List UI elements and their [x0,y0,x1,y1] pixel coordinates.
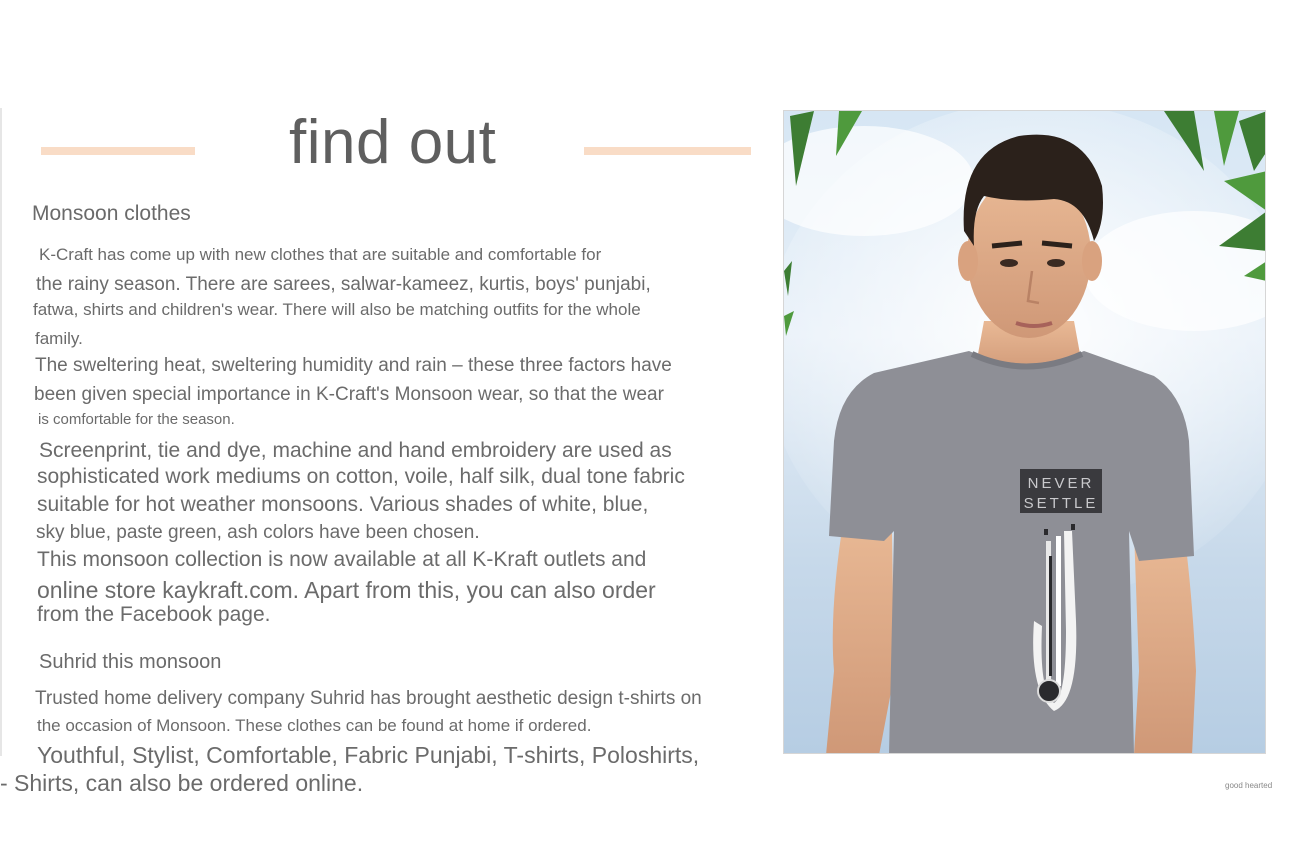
right-eye [1047,259,1065,267]
photo-caption: good hearted [1225,781,1273,790]
paragraph-line: sky blue, paste green, ash colors have been chosen. [36,522,480,543]
paragraph-line: sophisticated work mediums on cotton, voile, half silk, dual tone fabric [37,465,685,488]
right-ear [1082,241,1102,281]
right-eyebrow [1042,243,1072,246]
left-arm [826,516,894,754]
right-arm [1134,531,1196,754]
model-photo [783,110,1266,754]
shirt-print-text-settle: SETTLE [1023,495,1099,512]
left-eyebrow [992,243,1022,246]
title-decoration-left [41,147,195,155]
paragraph-line: from the Facebook page. [37,603,271,626]
paragraph-line: K-Craft has come up with new clothes that are suitable and comfortable for [39,245,602,264]
paragraph-line: Screenprint, tie and dye, machine and hand embroidery are used as [39,439,672,462]
left-border-rule [0,108,2,756]
paragraph-line: the rainy season. There are sarees, salwar-kameez, kurtis, boys' punjabi, [36,274,651,295]
section-heading-suhrid: Suhrid this monsoon [39,651,222,673]
left-ear [958,241,978,281]
paragraph-line: - Shirts, can also be ordered online. [0,770,364,796]
paragraph-line: Trusted home delivery company Suhrid has brought aesthetic design t-shirts on [35,688,702,709]
paragraph-line: the occasion of Monsoon. These clothes can be found at home if ordered. [37,716,592,735]
left-eye [1000,259,1018,267]
paragraph-line: The sweltering heat, sweltering humidity and rain – these three factors have [35,355,672,376]
paragraph-line: family. [35,329,83,348]
model-illustration [784,111,1266,754]
paragraph-line: fatwa, shirts and children's wear. There will also be matching outfits for the whole [33,300,641,319]
paragraph-line: is comfortable for the season. [38,411,235,428]
page-title: find out [289,108,497,177]
paragraph-line: been given special importance in K-Craft's Monsoon wear, so that the wear [34,384,664,405]
paragraph-line: suitable for hot weather monsoons. Various shades of white, blue, [37,493,649,516]
paragraph-line: Youthful, Stylist, Comfortable, Fabric Punjabi, T-shirts, Poloshirts, [37,742,700,768]
section-heading-monsoon-clothes: Monsoon clothes [32,202,191,225]
paragraph-line: online store kaykraft.com. Apart from this, you can also order [37,577,656,603]
title-decoration-right [584,147,751,155]
paragraph-line: This monsoon collection is now available at all K-Kraft outlets and [37,548,647,571]
shirt-print-text-never: NEVER [1027,475,1095,492]
